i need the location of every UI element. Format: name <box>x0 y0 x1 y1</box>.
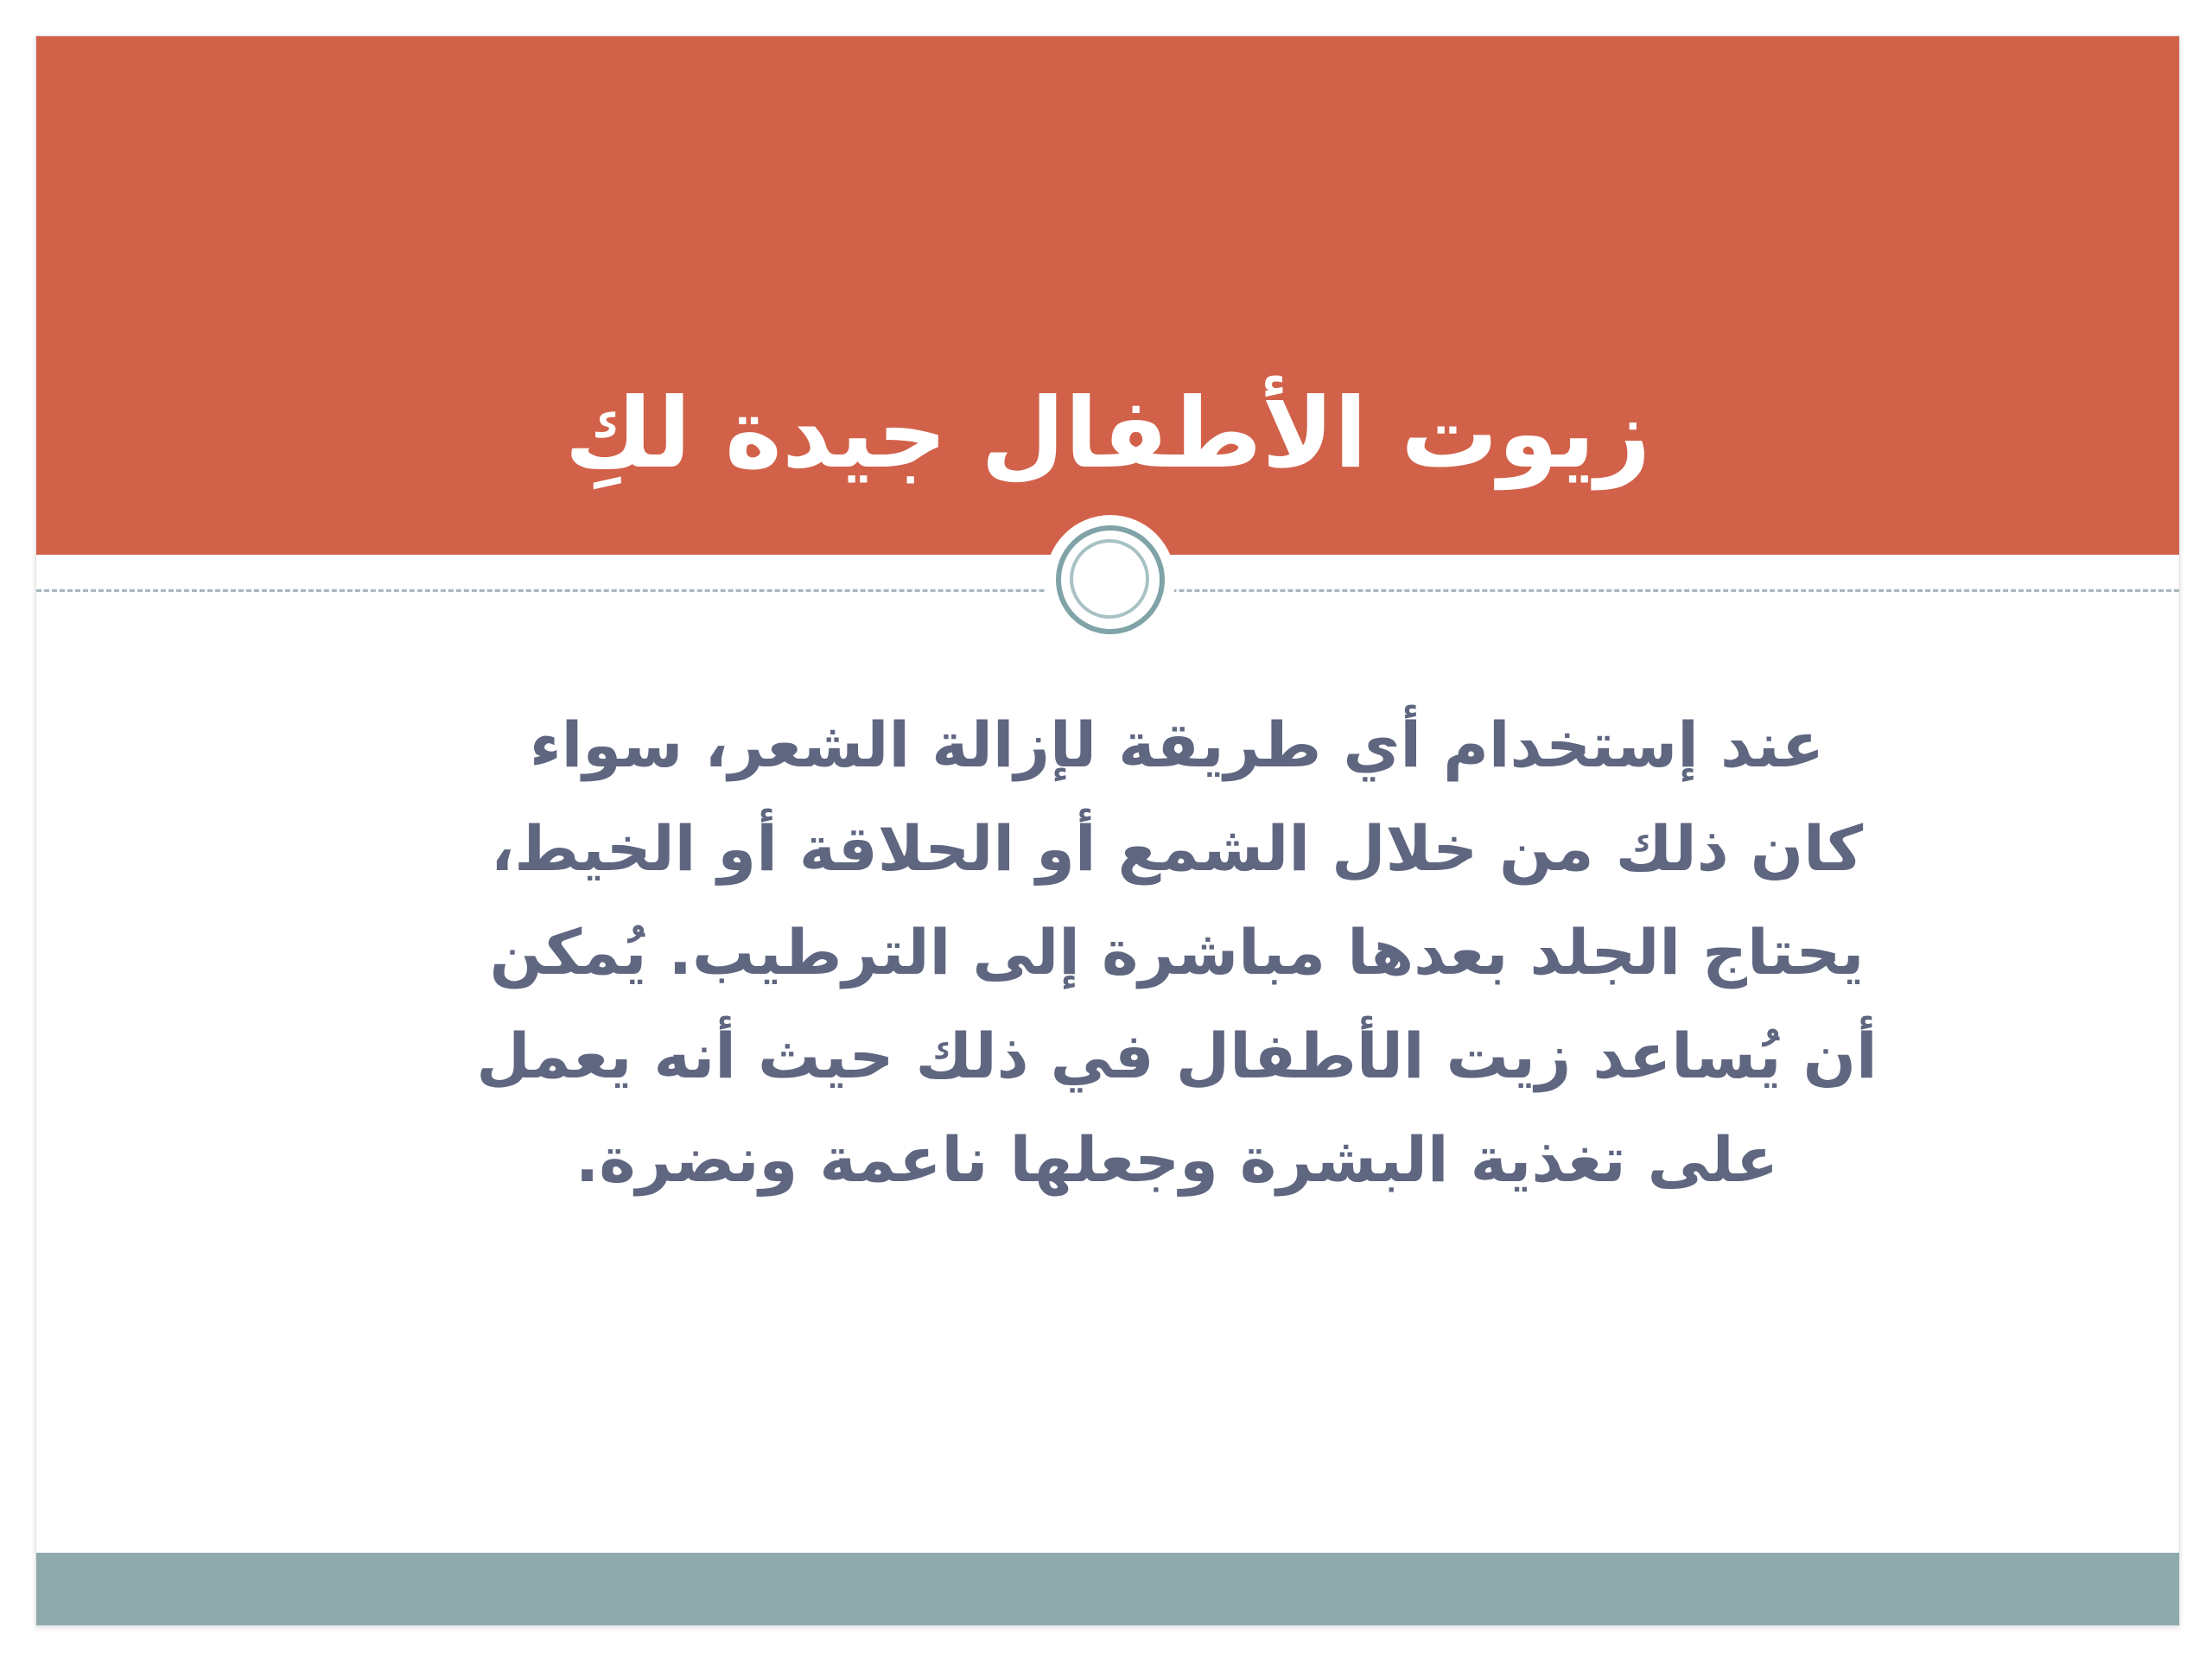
ring-inner <box>1070 539 1149 619</box>
slide-title: زيوت الأطفال جيدة لكِ <box>564 378 1651 490</box>
ring-outer <box>1056 525 1165 634</box>
footer-band <box>36 1553 2179 1625</box>
title-band <box>36 36 2179 555</box>
slide <box>35 35 2180 1626</box>
slide-body-text: عند إستخدام أي طريقة لإزالة الشعر، سواء كان ذلك من خلال الشمع أو الحلاقة أو الخيط، يحتاج الجلد بعدها مباشرة إلى الترطيب. يُمكن أن يُساعد زيت الأطفال في ذلك حيث أنه يعمل على تغذية البشرة وجعلها ناعمة ونضرة. <box>476 709 1878 1196</box>
circle-ring-icon <box>1046 515 1175 645</box>
